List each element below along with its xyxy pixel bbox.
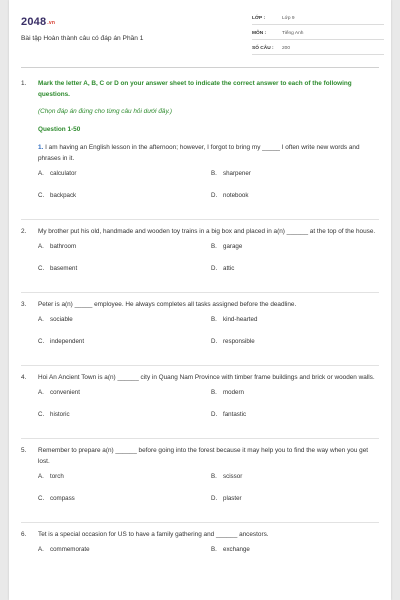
- meta-value: Tiếng Anh: [282, 31, 304, 36]
- header-divider: [21, 67, 379, 68]
- option-d[interactable]: [211, 409, 246, 420]
- option-letter: B.: [211, 389, 217, 396]
- option-text: commemorate: [50, 546, 90, 553]
- option-letter: B.: [211, 316, 217, 323]
- option-letter: A.: [38, 546, 44, 553]
- option-text: plaster: [223, 495, 242, 502]
- question-divider: [21, 365, 379, 366]
- option-letter: D.: [211, 265, 218, 272]
- question-divider: [21, 438, 379, 439]
- answer-options: [38, 168, 379, 199]
- option-text: fantastic: [223, 411, 247, 418]
- meta-subject: [252, 29, 384, 40]
- option-letter: C.: [38, 265, 45, 272]
- option-c[interactable]: [38, 493, 75, 504]
- question-item: [21, 142, 379, 164]
- question-number: 4.: [21, 374, 27, 381]
- option-text: garage: [223, 243, 243, 250]
- option-letter: D.: [211, 192, 218, 199]
- option-text: notebook: [223, 192, 249, 199]
- option-letter: B.: [211, 170, 217, 177]
- answer-options: [38, 387, 379, 418]
- option-d[interactable]: [211, 493, 242, 504]
- option-text: convenient: [50, 389, 80, 396]
- logo-tld: .vn: [47, 20, 56, 26]
- option-letter: D.: [211, 411, 218, 418]
- meta-value: 200: [282, 46, 291, 51]
- meta-count: [252, 44, 384, 55]
- option-text: compass: [50, 495, 75, 502]
- option-c[interactable]: [38, 336, 84, 347]
- option-text: kind-hearted: [223, 316, 258, 323]
- meta-label: SỐ CÂU :: [252, 46, 274, 51]
- option-letter: A.: [38, 389, 44, 396]
- meta-value: Lớp 9: [282, 16, 295, 21]
- question-number: 2.: [21, 228, 27, 235]
- option-text: torch: [50, 473, 64, 480]
- option-text: independent: [50, 338, 85, 345]
- option-text: exchange: [223, 546, 250, 553]
- document-title: Bài tập Hoàn thành câu có đáp án Phần 1: [21, 35, 144, 42]
- question-number: 1.: [38, 144, 44, 151]
- question-divider: [21, 292, 379, 293]
- option-b[interactable]: [211, 471, 242, 482]
- question-text: Peter is a(n) _____ employee. He always completes all tasks assigned before the deadline.: [38, 301, 297, 308]
- option-b[interactable]: [211, 168, 251, 179]
- answer-options: [38, 544, 379, 555]
- option-letter: A.: [38, 170, 44, 177]
- document-page: [9, 0, 391, 600]
- option-c[interactable]: [38, 190, 76, 201]
- option-a[interactable]: [38, 168, 76, 179]
- option-letter: C.: [38, 411, 45, 418]
- meta-class: [252, 14, 384, 25]
- answer-options: [38, 314, 379, 345]
- option-letter: C.: [38, 338, 45, 345]
- question-number: 3.: [21, 301, 27, 308]
- instruction-text: Mark the letter A, B, C or D on your answer sheet to indicate the correct answer to each of the following questions.: [38, 80, 352, 98]
- question-item: [21, 529, 379, 540]
- question-divider: [21, 219, 379, 220]
- question-text: My brother put his old, handmade and wooden toy trains in a big box and placed in a(n) ______ at the top of the house.: [38, 228, 376, 235]
- option-text: sociable: [50, 316, 73, 323]
- option-letter: D.: [211, 338, 218, 345]
- option-b[interactable]: [211, 314, 257, 325]
- question-divider: [21, 522, 379, 523]
- option-letter: B.: [211, 243, 217, 250]
- answer-options: [38, 241, 379, 272]
- option-text: sharpener: [223, 170, 251, 177]
- option-b[interactable]: [211, 387, 244, 398]
- option-letter: C.: [38, 495, 45, 502]
- section-number: 1.: [21, 80, 27, 87]
- answer-options: [38, 471, 379, 502]
- option-text: bathroom: [50, 243, 77, 250]
- option-a[interactable]: [38, 471, 64, 482]
- option-d[interactable]: [211, 190, 248, 201]
- option-text: scissor: [223, 473, 243, 480]
- option-text: attic: [223, 265, 235, 272]
- question-item: [21, 299, 379, 310]
- option-letter: A.: [38, 316, 44, 323]
- question-text: Remember to prepare a(n) ______ before going into the forest because it may help you to find the way when you get lost.: [38, 447, 369, 465]
- option-text: historic: [50, 411, 70, 418]
- question-text: Tet is a special occasion for US to have a family gathering and ______ ancestors.: [38, 531, 269, 538]
- option-letter: A.: [38, 243, 44, 250]
- option-text: calculator: [50, 170, 77, 177]
- question-text: Hoi An Ancient Town is a(n) ______ city in Quang Nam Province with timber frame buildings and brick or wooden walls.: [38, 374, 375, 381]
- option-b[interactable]: [211, 241, 242, 252]
- option-c[interactable]: [38, 263, 77, 274]
- option-a[interactable]: [38, 387, 80, 398]
- option-letter: C.: [38, 192, 45, 199]
- question-item: [21, 372, 379, 383]
- option-letter: B.: [211, 473, 217, 480]
- instruction-translation: (Chọn đáp án đúng cho từng câu hỏi dưới đây.): [38, 108, 173, 115]
- option-c[interactable]: [38, 409, 70, 420]
- option-b[interactable]: [211, 544, 250, 555]
- question-number: 5.: [21, 447, 27, 454]
- option-text: backpack: [50, 192, 77, 199]
- meta-label: MÔN :: [252, 31, 267, 36]
- question-item: [21, 226, 379, 237]
- question-text: I am having an English lesson in the afternoon; however, I forgot to bring my _____ I often write new words and phrases in it.: [38, 144, 360, 162]
- option-a[interactable]: [38, 544, 90, 555]
- question-list: [21, 78, 379, 555]
- question-range: Question 1-50: [38, 126, 81, 133]
- option-a[interactable]: [38, 314, 73, 325]
- logo-text: 2048: [21, 16, 47, 28]
- option-letter: D.: [211, 495, 218, 502]
- question-item: [21, 445, 379, 467]
- meta-label: LỚP :: [252, 16, 266, 21]
- option-letter: B.: [211, 546, 217, 553]
- header: [9, 0, 391, 66]
- section-instruction: [21, 78, 379, 100]
- option-letter: A.: [38, 473, 44, 480]
- option-d[interactable]: [211, 336, 255, 347]
- question-number: 6.: [21, 531, 27, 538]
- site-logo[interactable]: [21, 16, 55, 28]
- option-text: responsible: [223, 338, 255, 345]
- option-text: basement: [50, 265, 78, 272]
- option-a[interactable]: [38, 241, 76, 252]
- option-d[interactable]: [211, 263, 234, 274]
- option-text: modern: [223, 389, 244, 396]
